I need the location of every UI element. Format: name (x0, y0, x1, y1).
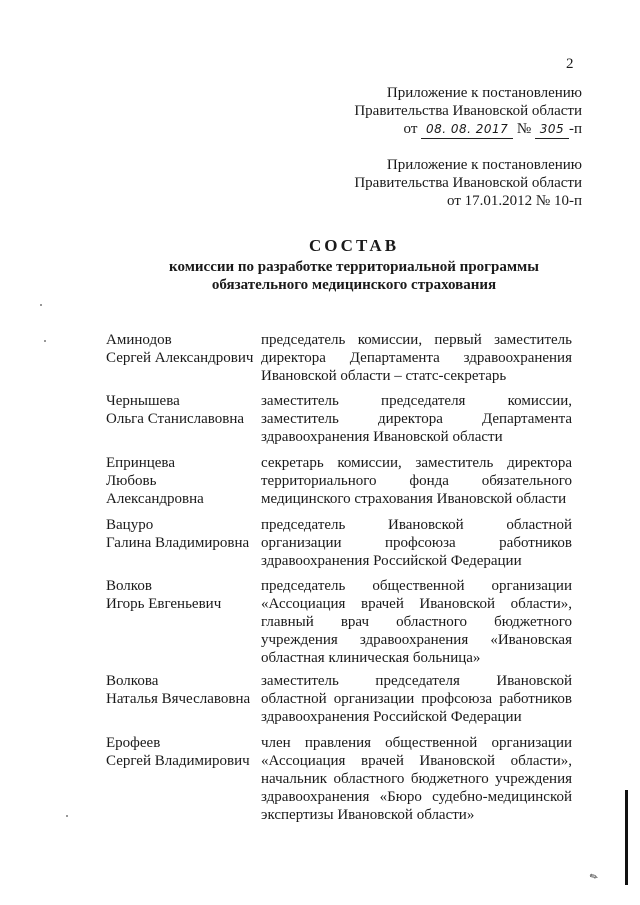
member-role: член правления общественной организации «Ассоциация врачей Ивановской области», начальник областного бюджетного учреждения здравоохранения «Бюро судебно-медицинской экспертизы Ивановской области» (261, 735, 572, 823)
member-name (106, 331, 254, 367)
member-entry (106, 577, 572, 667)
appendix-header-line: Приложение к постановлению (386, 157, 582, 173)
member-role: председатель Ивановской областной организации профсоюза работников здравоохранения Российской Федерации (261, 517, 572, 569)
member-role: заместитель председателя комиссии, заместитель директора Департамента здравоохранения Ивановской области (261, 393, 572, 445)
page-number: 2 (566, 56, 574, 72)
member-given-name: Галина Владимировна (106, 535, 250, 551)
appendix-header-line: Правительства Ивановской области (354, 103, 582, 119)
member-name (106, 672, 254, 708)
member-given-name: Сергей Александрович (106, 350, 254, 366)
member-role: председатель общественной организации «Ассоциация врачей Ивановской области», главный врач областного бюджетного учреждения здравоохранения «Ивановская областная клиническая больница» (261, 578, 572, 666)
appendix-header-line: Приложение к постановлению (386, 85, 582, 101)
handwritten-number: 305 (535, 120, 569, 139)
member-given-name: Игорь Евгеньевич (106, 596, 222, 612)
member-entry (106, 392, 572, 448)
number-suffix: -п (568, 121, 582, 137)
member-entry (106, 672, 572, 728)
member-surname: Вацуро (106, 517, 154, 533)
scan-edge-line (625, 790, 628, 885)
member-name (106, 392, 254, 428)
member-name (106, 734, 254, 770)
member-entry (106, 516, 572, 572)
member-role: председатель комиссии, первый заместитель директора Департамента здравоохранения Ивановской области – статс-секретарь (261, 332, 572, 384)
member-surname: Волкова (106, 673, 159, 689)
date-prefix: от (403, 121, 418, 137)
member-name (106, 454, 254, 508)
appendix-header-line: Правительства Ивановской области (354, 175, 582, 191)
appendix-header-original (354, 156, 582, 210)
document-title: СОСТАВ (308, 236, 400, 255)
member-surname: Аминодов (106, 332, 172, 348)
member-surname: Чернышева (106, 393, 180, 409)
member-entry (106, 331, 572, 384)
member-name (106, 516, 254, 552)
appendix-date-line (354, 120, 582, 139)
member-given-name: Любовь Александровна (106, 473, 204, 507)
appendix-header-line: от 17.01.2012 № 10-п (447, 193, 582, 209)
number-prefix: № (516, 121, 532, 137)
scan-speck (40, 304, 42, 306)
document-subtitle (0, 258, 640, 294)
member-surname: Епринцева (106, 455, 175, 471)
scan-speck (66, 815, 68, 817)
member-surname: Ерофеев (106, 735, 161, 751)
subtitle-text: комиссии по разработке территориальной программы обязательного медицинского страхования (169, 259, 539, 293)
member-given-name: Ольга Станиславовна (106, 411, 245, 427)
scan-mark: ✎ (588, 870, 601, 885)
handwritten-date: 08. 08. 2017 (421, 120, 513, 139)
member-role: заместитель председателя Ивановской областной организации профсоюза работников здравоохранения Российской Федерации (261, 673, 572, 725)
scan-speck (44, 340, 46, 342)
member-name (106, 577, 254, 613)
member-given-name: Сергей Владимирович (106, 753, 250, 769)
member-surname: Волков (106, 578, 152, 594)
member-entry (106, 454, 572, 510)
member-given-name: Наталья Вячеславовна (106, 691, 251, 707)
appendix-header-current (354, 84, 582, 139)
member-role: секретарь комиссии, заместитель директора территориального фонда обязательного медицинского страхования Ивановской области (261, 455, 572, 507)
member-entry (106, 734, 572, 824)
